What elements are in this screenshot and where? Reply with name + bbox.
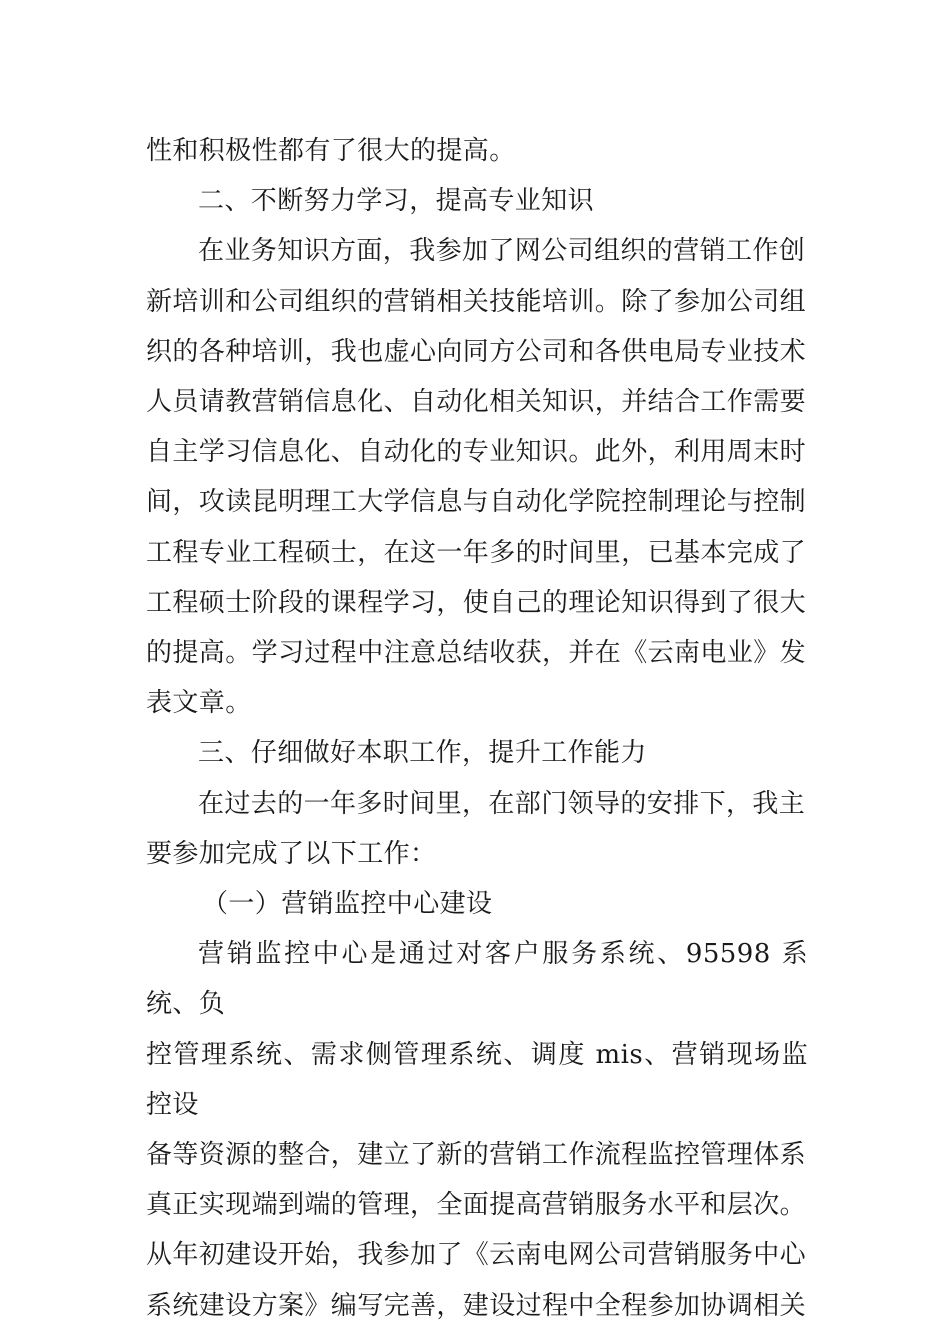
body-text (146, 126, 808, 1331)
subsection-heading-1: （一）营销监控中心建设 (202, 889, 493, 920)
paragraph-work-intro: 在过去的一年多时间里，在部门领导的安排下，我主 要参加完成了以下工作： (146, 788, 806, 869)
paragraph-monitoring-center: 营销监控中心是通过对客户服务系统、95598 系统、负 控管理系统、需求侧管理系统、调度 mis、营销现场监控设 备等资源的整合，建立了新的营销工作流程监控管理体系 真正实现端到端的管理，全面提高营销服务水平和层次。 从年初建设开始，我参加了《云南电网公司营销服务中心 系统建设方案》编写完善，建设过程中全程参加协调相关 (146, 939, 808, 1321)
section-heading-3: 三、仔细做好本职工作，提升工作能力 (198, 738, 647, 769)
paragraph-study: 在业务知识方面，我参加了网公司组织的营销工作创 新培训和公司组织的营销相关技能培训。除了参加公司组 织的各种培训，我也虚心向同方公司和各供电局专业技术 人员请教营销信息化、自动化相关知识，并结合工作需要 自主学习信息化、自动化的专业知识。此外，利用周末时 间，攻读昆明理工大学信息与自动化学院控制理论与控制 工程专业工程硕士，在这一年多的时间里，已基本完成了 工程硕士阶段的课程学习，使自己的理论知识得到了很大 的提高。学习过程中注意总结收获，并在《云南电业》发 表文章。 (146, 236, 807, 719)
paragraph-continuation: 性和积极性都有了很大的提高。 (146, 136, 516, 166)
section-heading-2: 二、不断努力学习，提高专业知识 (198, 186, 595, 217)
